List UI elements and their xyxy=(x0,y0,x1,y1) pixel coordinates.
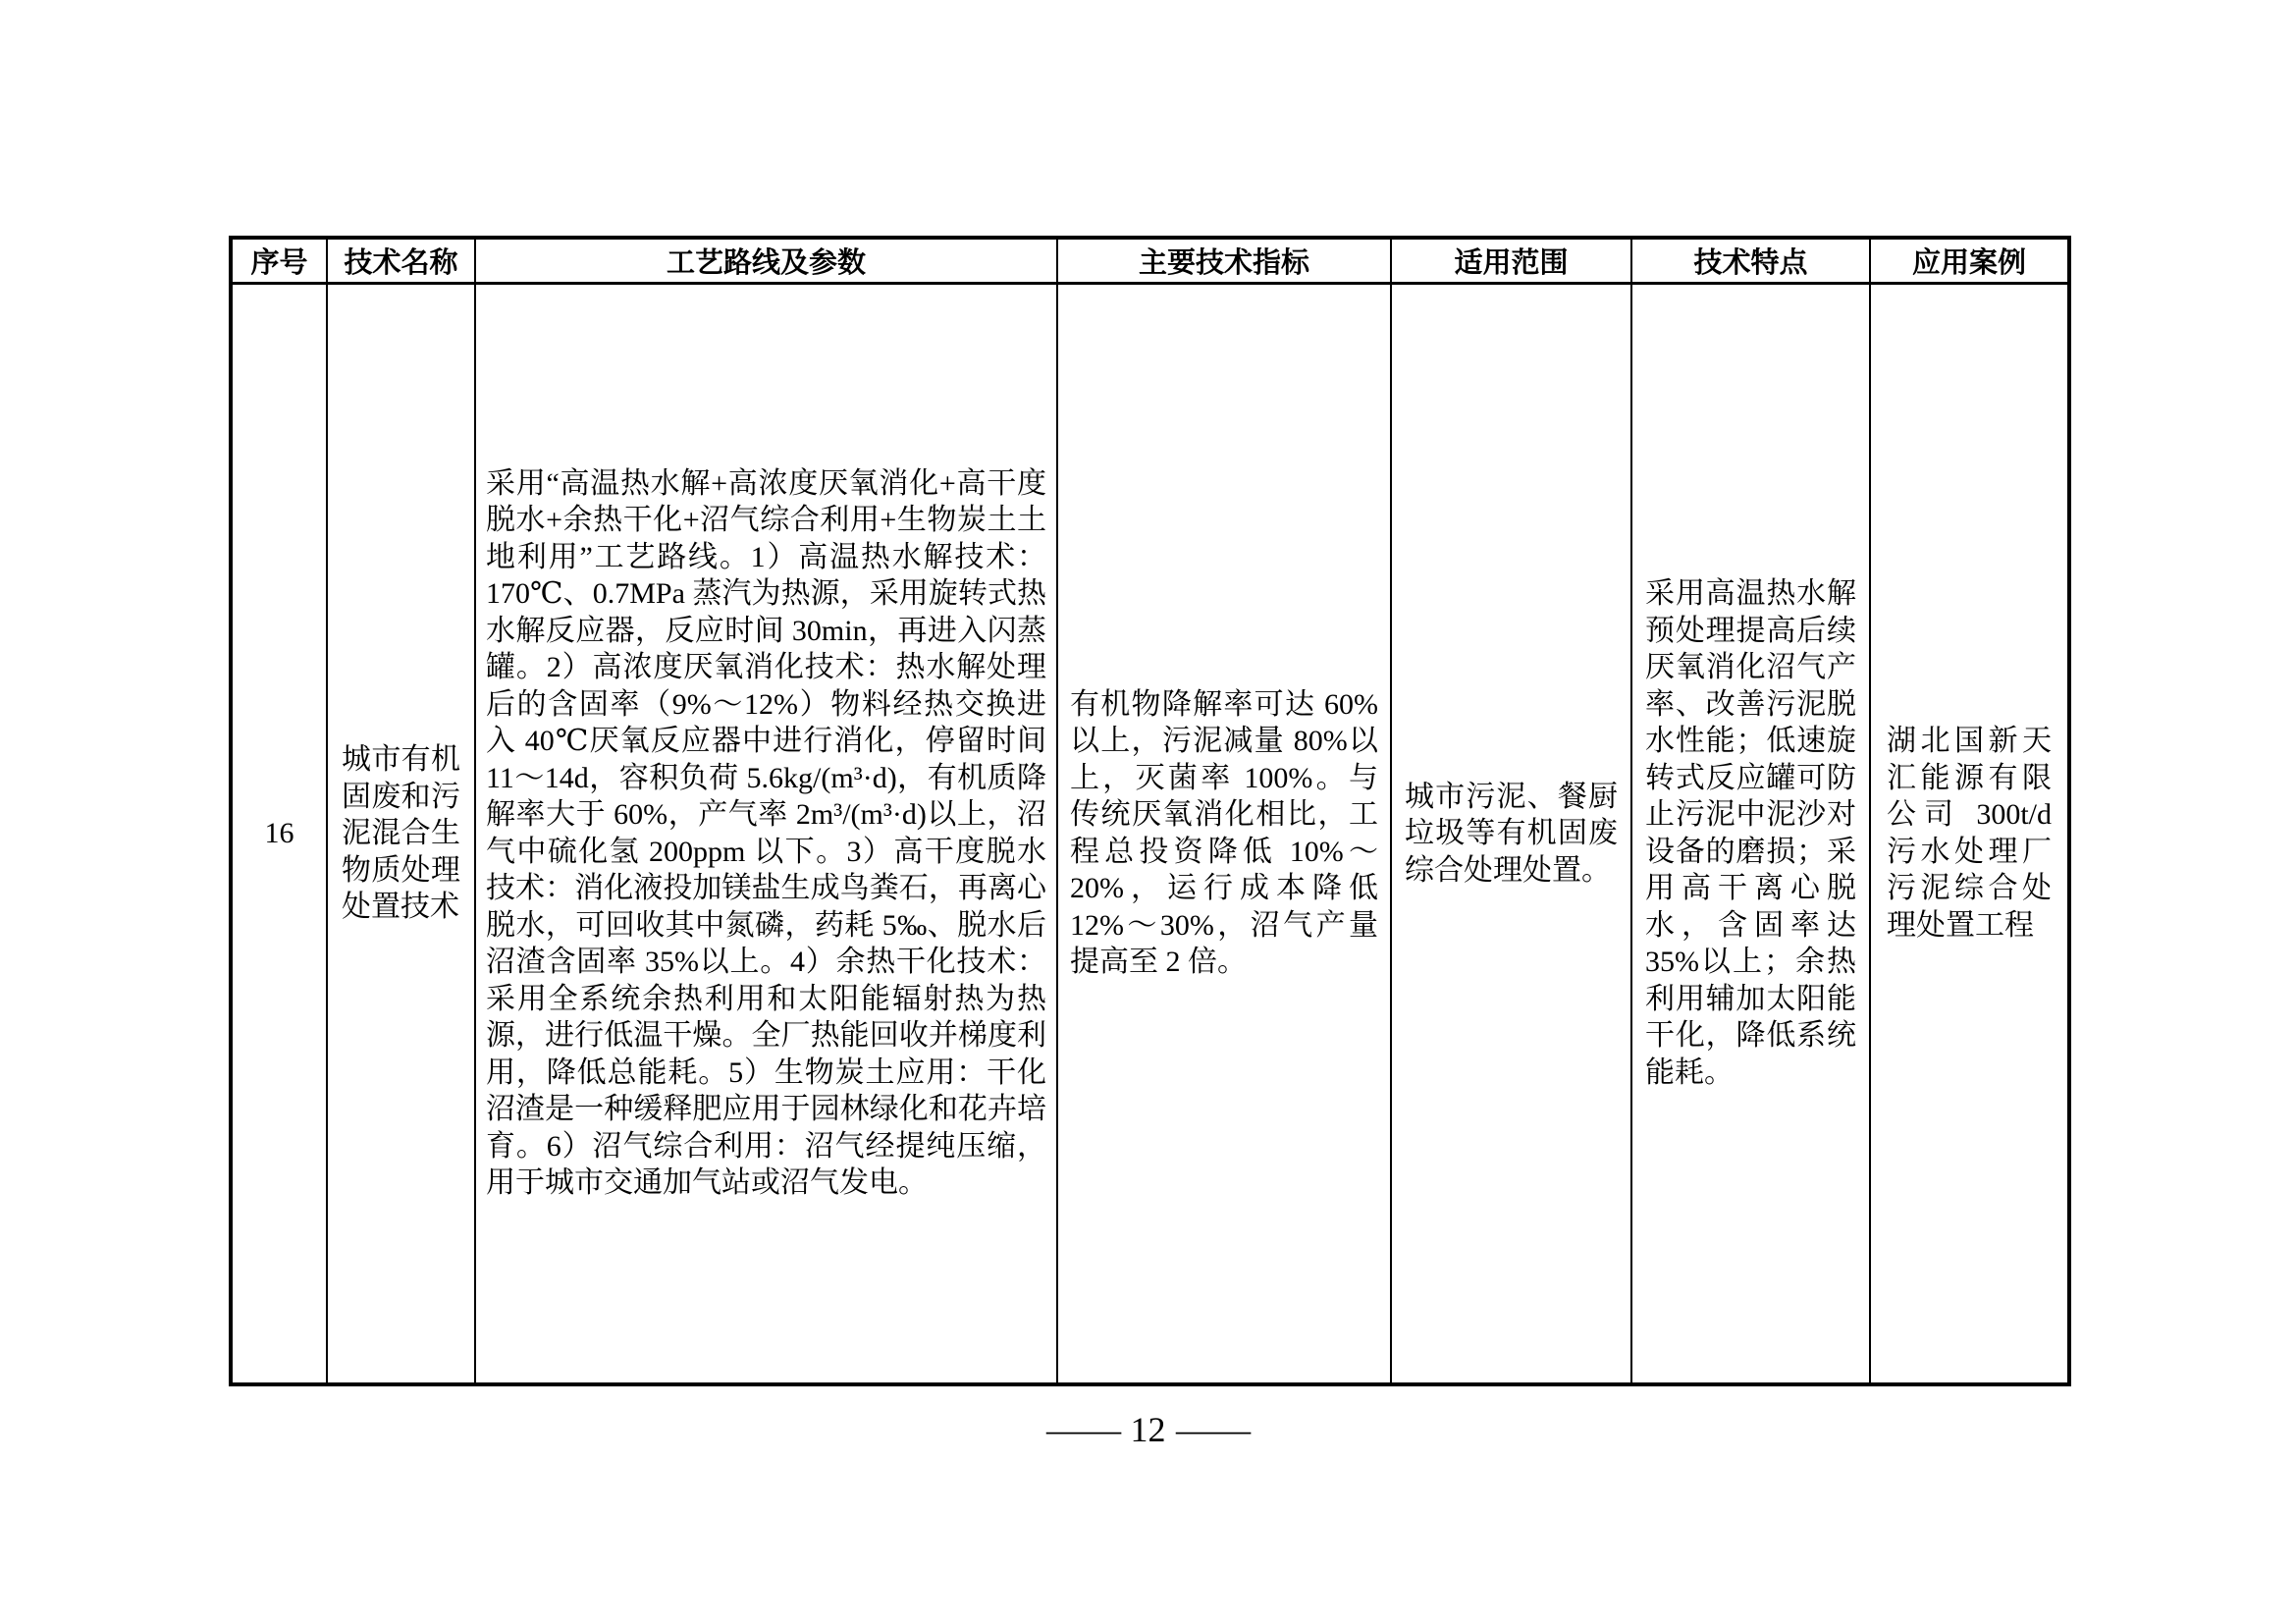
column-header-scope: 适用范围 xyxy=(1391,238,1631,283)
cell-application-cases: 湖北国新天汇能源有限公司 300t/d 污水处理厂污泥综合处理处置工程 xyxy=(1870,283,2069,1384)
column-header-process: 工艺路线及参数 xyxy=(475,238,1057,283)
cell-process-route: 采用“高温热水解+高浓度厌氧消化+高干度脱水+余热干化+沼气综合利用+生物炭土土地利用”工艺路线。1）高温热水解技术：170℃、0.7MPa 蒸汽为热源，采用旋转式热水解反应器，反应时间 30min，再进入闪蒸罐。2）高浓度厌氧消化技术：热水解处理后的含固率（9%～12%）物料经热交换进入 40℃厌氧反应器中进行消化，停留时间 11～14d，容积负荷 5.6kg/(m³·d)，有机质降解率大于 60%，产气率 2m³/(m³·d)以上，沼气中硫化氢 200ppm 以下。3）高干度脱水技术：消化液投加镁盐生成鸟粪石，再离心脱水，可回收其中氮磷，药耗 5‰、脱水后沼渣含固率 35%以上。4）余热干化技术：采用全系统余热利用和太阳能辐射热为热源，进行低温干燥。全厂热能回收并梯度利用，降低总能耗。5）生物炭土应用：干化沼渣是一种缓释肥应用于园林绿化和花卉培育。6）沼气综合利用：沼气经提纯压缩，用于城市交通加气站或沼气发电。 xyxy=(475,283,1057,1384)
column-header-features: 技术特点 xyxy=(1631,238,1870,283)
footer-left-dash: — xyxy=(1045,1410,1121,1449)
column-header-no: 序号 xyxy=(231,238,327,283)
technology-table xyxy=(229,236,2071,1386)
table-row xyxy=(231,283,2069,1384)
header-row xyxy=(231,238,2069,283)
cell-technology-name: 城市有机固废和污泥混合生物质处理处置技术 xyxy=(327,283,475,1384)
column-header-name: 技术名称 xyxy=(327,238,475,283)
cell-technical-indicators: 有机物降解率可达 60%以上，污泥减量 80%以上，灭菌率 100%。与传统厌氧消化相比，工程总投资降低 10%～20%，运行成本降低 12%～30%，沼气产量提高至 2 倍。 xyxy=(1057,283,1391,1384)
page-number: 12 xyxy=(1130,1410,1166,1449)
page-footer xyxy=(0,1406,2296,1453)
cell-serial-number: 16 xyxy=(231,283,327,1384)
column-header-indicators: 主要技术指标 xyxy=(1057,238,1391,283)
column-header-cases: 应用案例 xyxy=(1870,238,2069,283)
cell-applicable-scope: 城市污泥、餐厨垃圾等有机固废综合处理处置。 xyxy=(1391,283,1631,1384)
cell-technical-features: 采用高温热水解预处理提高后续厌氧消化沼气产率、改善污泥脱水性能；低速旋转式反应罐可防止污泥中泥沙对设备的磨损；采用高干离心脱水，含固率达 35%以上；余热利用辅加太阳能干化，降低系统能耗。 xyxy=(1631,283,1870,1384)
footer-right-dash: — xyxy=(1175,1410,1251,1449)
